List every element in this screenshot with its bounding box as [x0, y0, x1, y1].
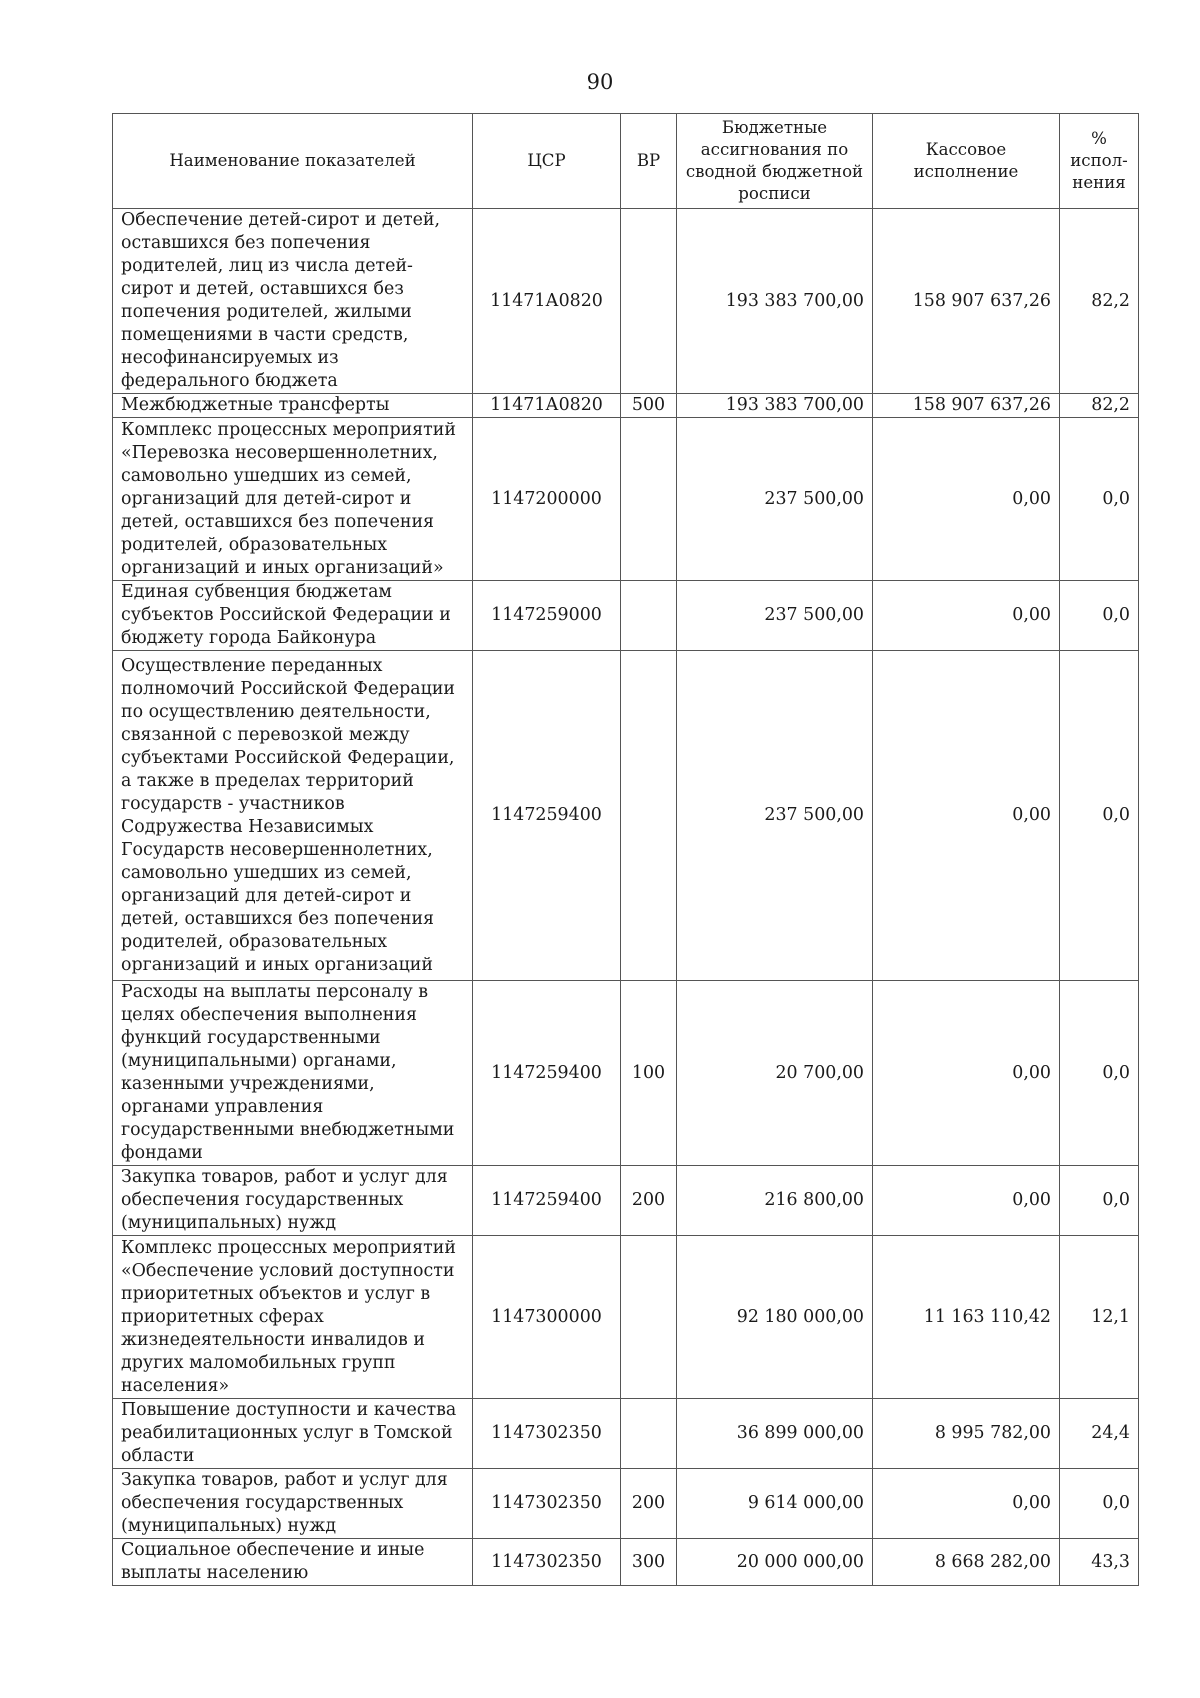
- row-vr: 500: [621, 394, 677, 418]
- row-pct: 0,0: [1060, 981, 1139, 1166]
- row-vr: [621, 651, 677, 981]
- row-cash: 11 163 110,42: [873, 1236, 1060, 1399]
- table-row: [113, 1166, 1139, 1236]
- row-budget: 193 383 700,00: [677, 394, 873, 418]
- row-name: Обеспечение детей-сирот и детей, оставшихся без попечения родителей, лиц из числа детей-сирот и детей, оставшихся без попечения родителей, жилыми помещениями в части средств, несофинансируемых из федерального бюджета: [113, 209, 473, 394]
- row-cash: 158 907 637,26: [873, 394, 1060, 418]
- row-cash: 0,00: [873, 418, 1060, 581]
- row-pct: 82,2: [1060, 209, 1139, 394]
- row-name: Закупка товаров, работ и услуг для обеспечения государственных (муниципальных) нужд: [113, 1166, 473, 1236]
- header-budget: Бюджетные ассигнования по сводной бюджетной росписи: [677, 114, 873, 209]
- table-row: [113, 651, 1139, 981]
- row-name: Комплекс процессных мероприятий «Перевозка несовершеннолетних, самовольно ушедших из семей, организаций для детей-сирот и детей, оставшихся без попечения родителей, образовательных организаций и иных организаций»: [113, 418, 473, 581]
- header-cash: Кассовое исполнение: [873, 114, 1060, 209]
- row-pct: 0,0: [1060, 651, 1139, 981]
- row-budget: 237 500,00: [677, 581, 873, 651]
- row-cash: 8 668 282,00: [873, 1539, 1060, 1586]
- row-cash: 0,00: [873, 1469, 1060, 1539]
- row-pct: 0,0: [1060, 1469, 1139, 1539]
- row-csr: 1147259400: [473, 981, 621, 1166]
- table-header-row: [113, 114, 1139, 209]
- row-csr: 1147302350: [473, 1399, 621, 1469]
- row-name: Осуществление переданных полномочий Российской Федерации по осуществлению деятельности, связанной с перевозкой между субъектами Российской Федерации, а также в пределах территорий государств - участников Содружества Независимых Государств несовершеннолетних, самовольно ушедших из семей, организаций для детей-сирот и детей, оставшихся без попечения родителей, образовательных организаций и иных организаций: [113, 651, 473, 981]
- table-row: [113, 581, 1139, 651]
- row-csr: 1147259400: [473, 651, 621, 981]
- row-pct: 0,0: [1060, 581, 1139, 651]
- row-pct: 12,1: [1060, 1236, 1139, 1399]
- row-vr: [621, 209, 677, 394]
- row-cash: 158 907 637,26: [873, 209, 1060, 394]
- table-row: [113, 209, 1139, 394]
- row-budget: 9 614 000,00: [677, 1469, 873, 1539]
- row-cash: 0,00: [873, 651, 1060, 981]
- row-vr: 200: [621, 1166, 677, 1236]
- row-pct: 82,2: [1060, 394, 1139, 418]
- row-vr: [621, 581, 677, 651]
- header-name: Наименование показателей: [113, 114, 473, 209]
- row-budget: 20 700,00: [677, 981, 873, 1166]
- row-budget: 237 500,00: [677, 418, 873, 581]
- row-name: Расходы на выплаты персоналу в целях обеспечения выполнения функций государственными (муниципальными) органами, казенными учреждениями, органами управления государственными внебюджетными фондами: [113, 981, 473, 1166]
- row-cash: 0,00: [873, 1166, 1060, 1236]
- row-csr: 1147259400: [473, 1166, 621, 1236]
- header-pct: % испол-нения: [1060, 114, 1139, 209]
- row-csr: 1147302350: [473, 1539, 621, 1586]
- row-vr: [621, 1399, 677, 1469]
- row-budget: 36 899 000,00: [677, 1399, 873, 1469]
- row-vr: [621, 1236, 677, 1399]
- row-name: Единая субвенция бюджетам субъектов Российской Федерации и бюджету города Байконура: [113, 581, 473, 651]
- row-vr: 100: [621, 981, 677, 1166]
- row-name: Закупка товаров, работ и услуг для обеспечения государственных (муниципальных) нужд: [113, 1469, 473, 1539]
- row-name: Повышение доступности и качества реабилитационных услуг в Томской области: [113, 1399, 473, 1469]
- row-budget: 216 800,00: [677, 1166, 873, 1236]
- row-pct: 0,0: [1060, 1166, 1139, 1236]
- row-csr: 11471А0820: [473, 209, 621, 394]
- row-budget: 237 500,00: [677, 651, 873, 981]
- row-csr: 1147259000: [473, 581, 621, 651]
- table-row: [113, 1236, 1139, 1399]
- row-vr: [621, 418, 677, 581]
- row-name: Комплекс процессных мероприятий «Обеспечение условий доступности приоритетных объектов и услуг в приоритетных сферах жизнедеятельности инвалидов и других маломобильных групп населения»: [113, 1236, 473, 1399]
- table-row: [113, 418, 1139, 581]
- row-vr: 200: [621, 1469, 677, 1539]
- row-pct: 43,3: [1060, 1539, 1139, 1586]
- header-vr: ВР: [621, 114, 677, 209]
- row-vr: 300: [621, 1539, 677, 1586]
- row-csr: 11471А0820: [473, 394, 621, 418]
- table-row: [113, 394, 1139, 418]
- row-cash: 0,00: [873, 581, 1060, 651]
- row-name: Социальное обеспечение и иные выплаты населению: [113, 1539, 473, 1586]
- row-csr: 1147302350: [473, 1469, 621, 1539]
- row-budget: 92 180 000,00: [677, 1236, 873, 1399]
- header-csr: ЦСР: [473, 114, 621, 209]
- row-budget: 193 383 700,00: [677, 209, 873, 394]
- row-budget: 20 000 000,00: [677, 1539, 873, 1586]
- row-csr: 1147300000: [473, 1236, 621, 1399]
- row-cash: 0,00: [873, 981, 1060, 1166]
- row-name: Межбюджетные трансферты: [113, 394, 473, 418]
- table-row: [113, 981, 1139, 1166]
- table-row: [113, 1539, 1139, 1586]
- row-pct: 0,0: [1060, 418, 1139, 581]
- row-csr: 1147200000: [473, 418, 621, 581]
- table-row: [113, 1469, 1139, 1539]
- page-number: 90: [586, 70, 614, 94]
- row-cash: 8 995 782,00: [873, 1399, 1060, 1469]
- table-row: [113, 1399, 1139, 1469]
- row-pct: 24,4: [1060, 1399, 1139, 1469]
- budget-execution-table: [112, 113, 1139, 1586]
